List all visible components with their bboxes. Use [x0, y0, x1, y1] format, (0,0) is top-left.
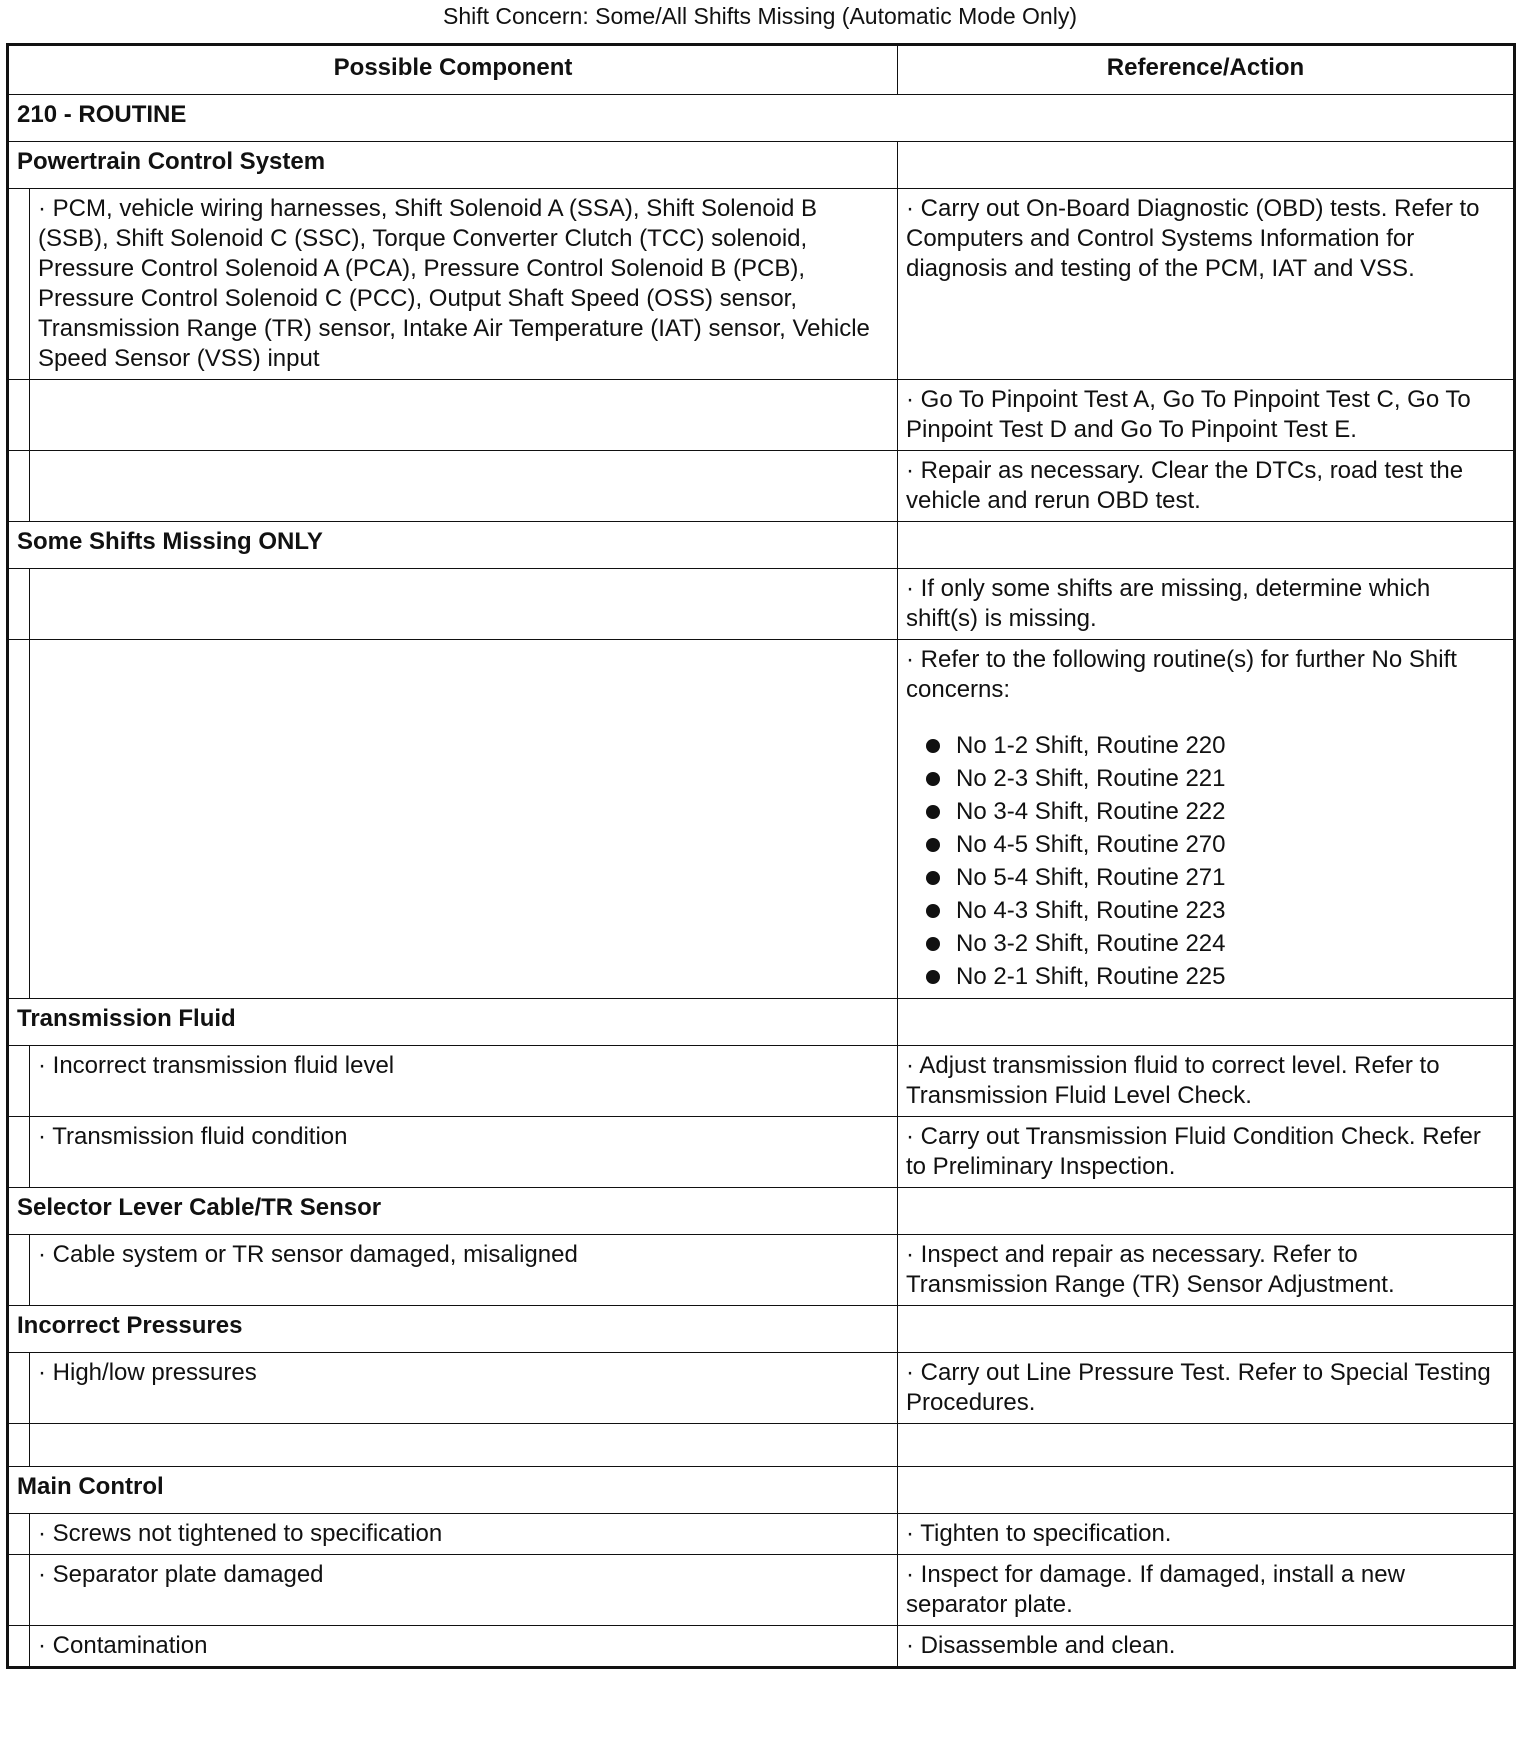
action-cell: · Go To Pinpoint Test A, Go To Pinpoint Test C, Go To Pinpoint Test D and Go To Pinpoint Test E. — [898, 380, 1515, 451]
table-row — [8, 451, 1515, 522]
indent-cell — [8, 1117, 30, 1188]
component-cell: · Separator plate damaged — [30, 1555, 898, 1626]
indent-cell — [8, 1555, 30, 1626]
group-action-empty — [898, 1188, 1515, 1235]
group-row — [8, 1188, 1515, 1235]
action-cell: · Inspect and repair as necessary. Refer to Transmission Range (TR) Sensor Adjustment. — [898, 1235, 1515, 1306]
table-row — [8, 189, 1515, 380]
group-action-empty — [898, 142, 1515, 189]
group-label-transmission-fluid: Transmission Fluid — [8, 999, 898, 1046]
group-action-empty — [898, 999, 1515, 1046]
action-cell: · Carry out Transmission Fluid Condition Check. Refer to Preliminary Inspection. — [898, 1117, 1515, 1188]
list-item — [922, 894, 1505, 927]
list-item-text: No 2-3 Shift, Routine 221 — [956, 765, 1226, 792]
group-label-some-shifts-missing: Some Shifts Missing ONLY — [8, 522, 898, 569]
indent-cell — [8, 1046, 30, 1117]
component-cell: · Incorrect transmission fluid level — [30, 1046, 898, 1117]
indent-cell — [8, 640, 30, 999]
list-item — [922, 861, 1505, 894]
indent-cell — [8, 380, 30, 451]
table-row — [8, 1514, 1515, 1555]
list-item — [922, 828, 1505, 861]
group-action-empty — [898, 1306, 1515, 1353]
group-row — [8, 142, 1515, 189]
indent-cell — [8, 451, 30, 522]
table-row — [8, 640, 1515, 999]
action-cell — [898, 1424, 1515, 1467]
component-cell — [30, 1424, 898, 1467]
table-row — [8, 1555, 1515, 1626]
list-item — [922, 960, 1505, 993]
group-row — [8, 1467, 1515, 1514]
bullet-icon — [926, 871, 940, 885]
component-cell — [30, 569, 898, 640]
action-cell: · Inspect for damage. If damaged, install a new separator plate. — [898, 1555, 1515, 1626]
group-label-incorrect-pressures: Incorrect Pressures — [8, 1306, 898, 1353]
group-action-empty — [898, 522, 1515, 569]
table-row — [8, 569, 1515, 640]
indent-cell — [8, 1514, 30, 1555]
component-cell: · High/low pressures — [30, 1353, 898, 1424]
header-reference-action: Reference/Action — [898, 45, 1515, 95]
action-cell: · Repair as necessary. Clear the DTCs, road test the vehicle and rerun OBD test. — [898, 451, 1515, 522]
diagnosis-table — [6, 43, 1516, 1669]
table-row — [8, 1117, 1515, 1188]
table-row — [8, 1046, 1515, 1117]
routine-label: 210 - ROUTINE — [8, 95, 1515, 142]
indent-cell — [8, 1235, 30, 1306]
action-cell: · Adjust transmission fluid to correct level. Refer to Transmission Fluid Level Check. — [898, 1046, 1515, 1117]
action-text: · Refer to the following routine(s) for further No Shift concerns: — [906, 646, 1457, 703]
bullet-icon — [926, 739, 940, 753]
list-item-text: No 3-2 Shift, Routine 224 — [956, 930, 1226, 957]
group-row — [8, 999, 1515, 1046]
bullet-icon — [926, 970, 940, 984]
list-item-text: No 4-3 Shift, Routine 223 — [956, 897, 1226, 924]
action-cell — [898, 640, 1515, 999]
list-item-text: No 3-4 Shift, Routine 222 — [956, 798, 1226, 825]
component-cell — [30, 451, 898, 522]
indent-cell — [8, 1424, 30, 1467]
bullet-icon — [926, 838, 940, 852]
group-label-main-control: Main Control — [8, 1467, 898, 1514]
group-action-empty — [898, 1467, 1515, 1514]
table-row — [8, 1353, 1515, 1424]
component-cell: · Contamination — [30, 1626, 898, 1668]
action-cell: · Carry out On-Board Diagnostic (OBD) tests. Refer to Computers and Control Systems Information for diagnosis and testing of the PCM, IAT and VSS. — [898, 189, 1515, 380]
list-item-text: No 1-2 Shift, Routine 220 — [956, 732, 1226, 759]
group-label-powertrain-control-system: Powertrain Control System — [8, 142, 898, 189]
component-cell: · Screws not tightened to specification — [30, 1514, 898, 1555]
list-item — [922, 729, 1505, 762]
table-row — [8, 1424, 1515, 1467]
component-cell: · Transmission fluid condition — [30, 1117, 898, 1188]
bullet-icon — [926, 904, 940, 918]
action-cell: · Carry out Line Pressure Test. Refer to Special Testing Procedures. — [898, 1353, 1515, 1424]
bullet-icon — [926, 805, 940, 819]
component-cell: · Cable system or TR sensor damaged, misaligned — [30, 1235, 898, 1306]
list-item — [922, 762, 1505, 795]
action-cell: · Tighten to specification. — [898, 1514, 1515, 1555]
indent-cell — [8, 1353, 30, 1424]
header-possible-component: Possible Component — [8, 45, 898, 95]
bullet-icon — [926, 772, 940, 786]
list-item-text: No 2-1 Shift, Routine 225 — [956, 963, 1226, 990]
indent-cell — [8, 189, 30, 380]
component-cell — [30, 380, 898, 451]
group-label-selector-lever-cable: Selector Lever Cable/TR Sensor — [8, 1188, 898, 1235]
list-item-text: No 4-5 Shift, Routine 270 — [956, 831, 1226, 858]
action-cell: · Disassemble and clean. — [898, 1626, 1515, 1668]
document-title: Shift Concern: Some/All Shifts Missing (Automatic Mode Only) — [442, 3, 1077, 29]
list-item-text: No 5-4 Shift, Routine 271 — [956, 864, 1226, 891]
indent-cell — [8, 1626, 30, 1668]
group-row — [8, 522, 1515, 569]
indent-cell — [8, 569, 30, 640]
table-row — [8, 1626, 1515, 1668]
list-item — [922, 795, 1505, 828]
header-row — [8, 45, 1515, 95]
list-item — [922, 927, 1505, 960]
group-row — [8, 1306, 1515, 1353]
component-cell: · PCM, vehicle wiring harnesses, Shift Solenoid A (SSA), Shift Solenoid B (SSB), Shift Solenoid C (SSC), Torque Converter Clutch (TCC) solenoid, Pressure Control Solenoid A (PCA), Pressure Control Solenoid B (PCB), Pressure Control Solenoid C (PCC), Output Shaft Speed (OSS) sensor, Transmission Range (TR) sensor, Intake Air Temperature (IAT) sensor, Vehicle Speed Sensor (VSS) input — [30, 189, 898, 380]
routine-list — [906, 729, 1505, 993]
routine-row — [8, 95, 1515, 142]
action-cell: · If only some shifts are missing, determine which shift(s) is missing. — [898, 569, 1515, 640]
table-row — [8, 1235, 1515, 1306]
bullet-icon — [926, 937, 940, 951]
table-row — [8, 380, 1515, 451]
component-cell — [30, 640, 898, 999]
